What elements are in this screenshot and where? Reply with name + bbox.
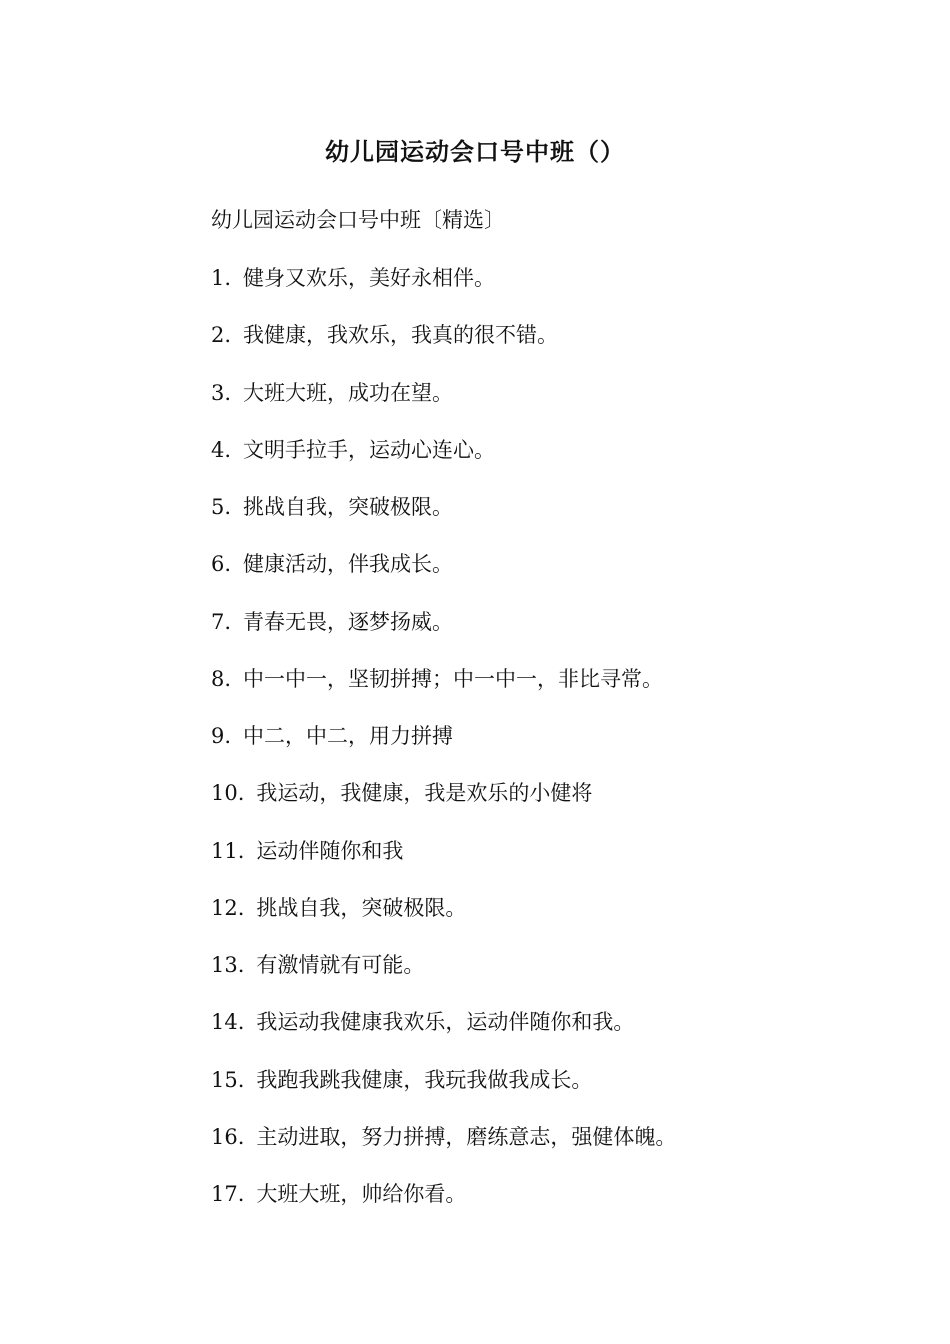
slogan-number: 2. [211, 323, 232, 348]
slogan-number: 17. [211, 1182, 245, 1206]
slogan-text: 我运动我健康我欢乐，运动伴随你和我。 [256, 1010, 635, 1035]
slogan-item [211, 490, 676, 547]
slogan-item [211, 1063, 676, 1120]
slogan-number: 13. [211, 953, 245, 977]
slogan-number: 5. [211, 495, 232, 519]
slogan-text: 主动进取，努力拼搏，磨练意志，强健体魄。 [256, 1124, 677, 1149]
slogan-item [211, 834, 676, 891]
slogan-number: 6. [211, 552, 232, 577]
slogan-item [211, 376, 676, 433]
slogan-number: 12. [211, 895, 245, 920]
slogan-number: 14. [211, 1010, 245, 1035]
slogan-number: 9. [211, 724, 232, 748]
slogan-text: 我跑我跳我健康，我玩我做我成长。 [256, 1067, 593, 1092]
slogan-text: 有激情就有可能。 [256, 953, 425, 977]
slogan-number: 11. [211, 838, 245, 863]
slogan-text: 中二，中二，用力拼搏 [243, 724, 454, 748]
slogan-text: 运动伴随你和我 [256, 838, 404, 863]
slogan-item [211, 891, 676, 948]
slogan-number: 10. [211, 781, 245, 806]
slogan-list [211, 261, 676, 1234]
slogan-item [211, 1120, 676, 1177]
slogan-number: 8. [211, 666, 232, 691]
slogan-item [211, 1177, 676, 1234]
slogan-number: 3. [211, 380, 232, 405]
document-subtitle: 幼儿园运动会口号中班〔精选〕 [211, 208, 505, 232]
document-title: 幼儿园运动会口号中班（） [325, 138, 625, 166]
slogan-item [211, 1005, 676, 1062]
slogan-item [211, 776, 676, 833]
slogan-number: 16. [211, 1124, 245, 1149]
slogan-text: 大班大班，成功在望。 [243, 380, 454, 405]
slogan-item [211, 719, 676, 776]
slogan-item [211, 261, 676, 318]
slogan-text: 健身又欢乐，美好永相伴。 [243, 266, 496, 290]
slogan-item [211, 605, 676, 662]
slogan-text: 健康活动，伴我成长。 [243, 552, 454, 577]
slogan-number: 15. [211, 1067, 245, 1092]
slogan-text: 大班大班，帅给你看。 [256, 1182, 467, 1206]
slogan-text: 挑战自我，突破极限。 [256, 895, 467, 920]
slogan-item [211, 318, 676, 375]
slogan-text: 中一中一，坚韧拼搏；中一中一，非比寻常。 [243, 666, 664, 691]
slogan-number: 7. [211, 609, 232, 634]
slogan-text: 我运动，我健康，我是欢乐的小健将 [256, 781, 593, 806]
slogan-text: 我健康，我欢乐，我真的很不错。 [243, 323, 559, 348]
slogan-text: 文明手拉手，运动心连心。 [243, 437, 496, 462]
slogan-item [211, 948, 676, 1005]
slogan-item [211, 547, 676, 604]
slogan-number: 4. [211, 437, 232, 462]
slogan-number: 1. [211, 266, 232, 290]
slogan-item [211, 662, 676, 719]
slogan-item [211, 433, 676, 490]
slogan-text: 青春无畏，逐梦扬威。 [243, 609, 454, 634]
slogan-text: 挑战自我，突破极限。 [243, 495, 454, 519]
